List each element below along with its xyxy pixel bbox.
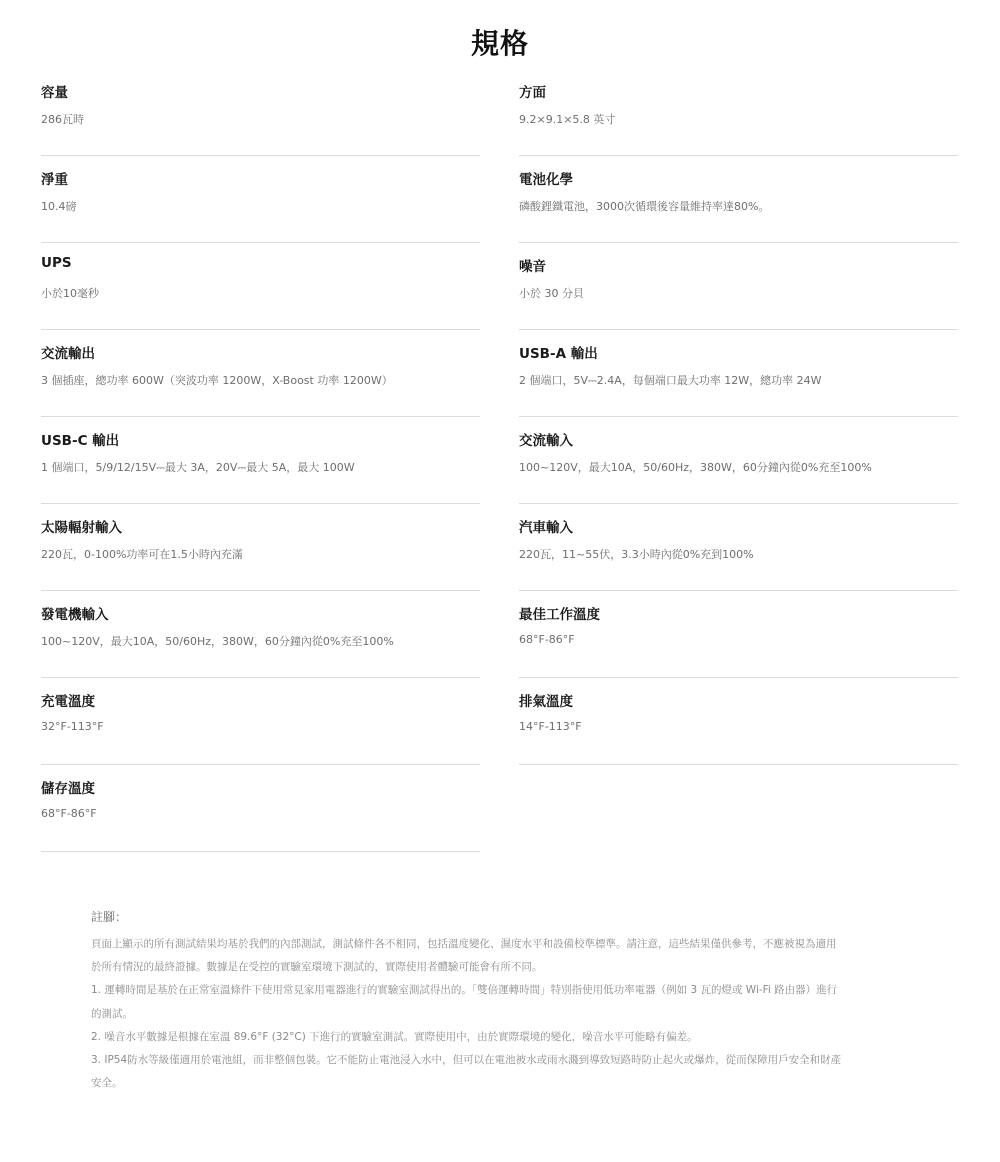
- spec-item: [519, 330, 958, 417]
- footnotes-title: 註腳：: [91, 910, 128, 924]
- spec-value: 68°F-86°F: [41, 807, 97, 820]
- spec-label: 方面: [519, 85, 546, 101]
- spec-value: 小於10毫秒: [41, 287, 99, 300]
- footnote-lines: [91, 933, 911, 1095]
- spec-label: 淨重: [41, 172, 68, 188]
- spec-item: [519, 591, 958, 678]
- footnote-line: 3. IP54防水等級僅適用於電池組，而非整個包裝。它不能防止電池浸入水中，但可以在電池被水或雨水濺到導致短路時防止起火或爆炸，從而保障用戶安全和財產: [91, 1054, 842, 1067]
- spec-item: [519, 156, 958, 243]
- spec-label: USB-A 輸出: [519, 346, 598, 362]
- spec-value: 10.4磅: [41, 200, 77, 213]
- spec-item: [41, 69, 480, 156]
- spec-label: 噪音: [519, 259, 546, 275]
- spec-item: [41, 591, 480, 678]
- footnote-line: 的測試。: [91, 1007, 133, 1020]
- spec-value: 磷酸鋰鐵電池，3000次循環後容量維持率達80%。: [519, 200, 770, 213]
- footnote-line: 於所有情況的最終證據。數據是在受控的實驗室環境下測試的，實際使用者體驗可能會有所不同。: [91, 961, 543, 974]
- spec-label: 交流輸入: [519, 433, 573, 449]
- spec-label: 太陽輻射輸入: [41, 520, 122, 536]
- spec-value: 小於 30 分貝: [519, 287, 584, 300]
- spec-value: 9.2×9.1×5.8 英寸: [519, 113, 616, 126]
- spec-label: 最佳工作溫度: [519, 607, 600, 623]
- spec-label: UPS: [41, 255, 72, 271]
- spec-item: [519, 504, 958, 591]
- spec-item: [41, 330, 480, 417]
- spec-value: 3 個插座，總功率 600W（突波功率 1200W，X-Boost 功率 1200W）: [41, 374, 393, 387]
- spec-item: [41, 504, 480, 591]
- footnote-line: 2. 噪音水平數據是根據在室溫 89.6°F (32°C) 下進行的實驗室測試。實際使用中，由於實際環境的變化，噪音水平可能略有偏差。: [91, 1030, 698, 1043]
- spec-item: [519, 417, 958, 504]
- spec-label: 汽車輸入: [519, 520, 573, 536]
- spec-value: 100~120V，最大10A，50/60Hz，380W，60分鐘內從0%充至100%: [519, 461, 872, 474]
- spec-value: 32°F-113°F: [41, 720, 104, 733]
- page-title: 規格: [470, 27, 529, 60]
- spec-label: 發電機輸入: [41, 607, 109, 623]
- footnote-line: 頁面上顯示的所有測試結果均基於我們的內部測試，測試條件各不相同，包括溫度變化、濕度水平和設備校準標準。請注意，這些結果僅供參考，不應被視為適用: [91, 938, 837, 950]
- spec-value: 2 個端口，5V⎓2.4A，每個端口最大功率 12W，總功率 24W: [519, 374, 822, 387]
- footnote-line: 安全。: [91, 1077, 123, 1090]
- footnote-line: 1. 運轉時間是基於在正常室溫條件下使用常見家用電器進行的實驗室測試得出的。「雙倍運轉時間」特別指使用低功率電器（例如 3 瓦的燈或 Wi-Fi 路由器）進行: [91, 984, 838, 997]
- spec-label: 排氣溫度: [519, 694, 573, 710]
- spec-value: 1 個端口，5/9/12/15V⎓最大 3A，20V⎓最大 5A，最大 100W: [41, 461, 355, 474]
- spec-label: 容量: [41, 85, 68, 101]
- spec-item: [41, 765, 480, 852]
- spec-item: [41, 417, 480, 504]
- spec-item: [41, 156, 480, 243]
- spec-value: 14°F-113°F: [519, 720, 582, 733]
- spec-label: USB-C 輸出: [41, 433, 120, 449]
- spec-label: 交流輸出: [41, 346, 95, 362]
- spec-item: [519, 243, 958, 330]
- spec-item: [519, 69, 958, 156]
- spec-label: 充電溫度: [41, 694, 95, 710]
- footnotes: [91, 907, 911, 1095]
- spec-value: 286瓦時: [41, 113, 84, 126]
- spec-label: 儲存溫度: [41, 781, 95, 797]
- spec-item: [519, 678, 958, 765]
- spec-value: 220瓦，0-100%功率可在1.5小時內充滿: [41, 548, 243, 561]
- specs-grid: [41, 69, 958, 852]
- spec-value: 68°F-86°F: [519, 633, 575, 646]
- spec-item: [41, 678, 480, 765]
- spec-value: 100~120V，最大10A，50/60Hz，380W，60分鐘內從0%充至100%: [41, 635, 394, 648]
- spec-item: [41, 243, 480, 330]
- spec-value: 220瓦，11~55伏，3.3小時內從0%充到100%: [519, 548, 754, 561]
- spec-label: 電池化學: [519, 172, 573, 188]
